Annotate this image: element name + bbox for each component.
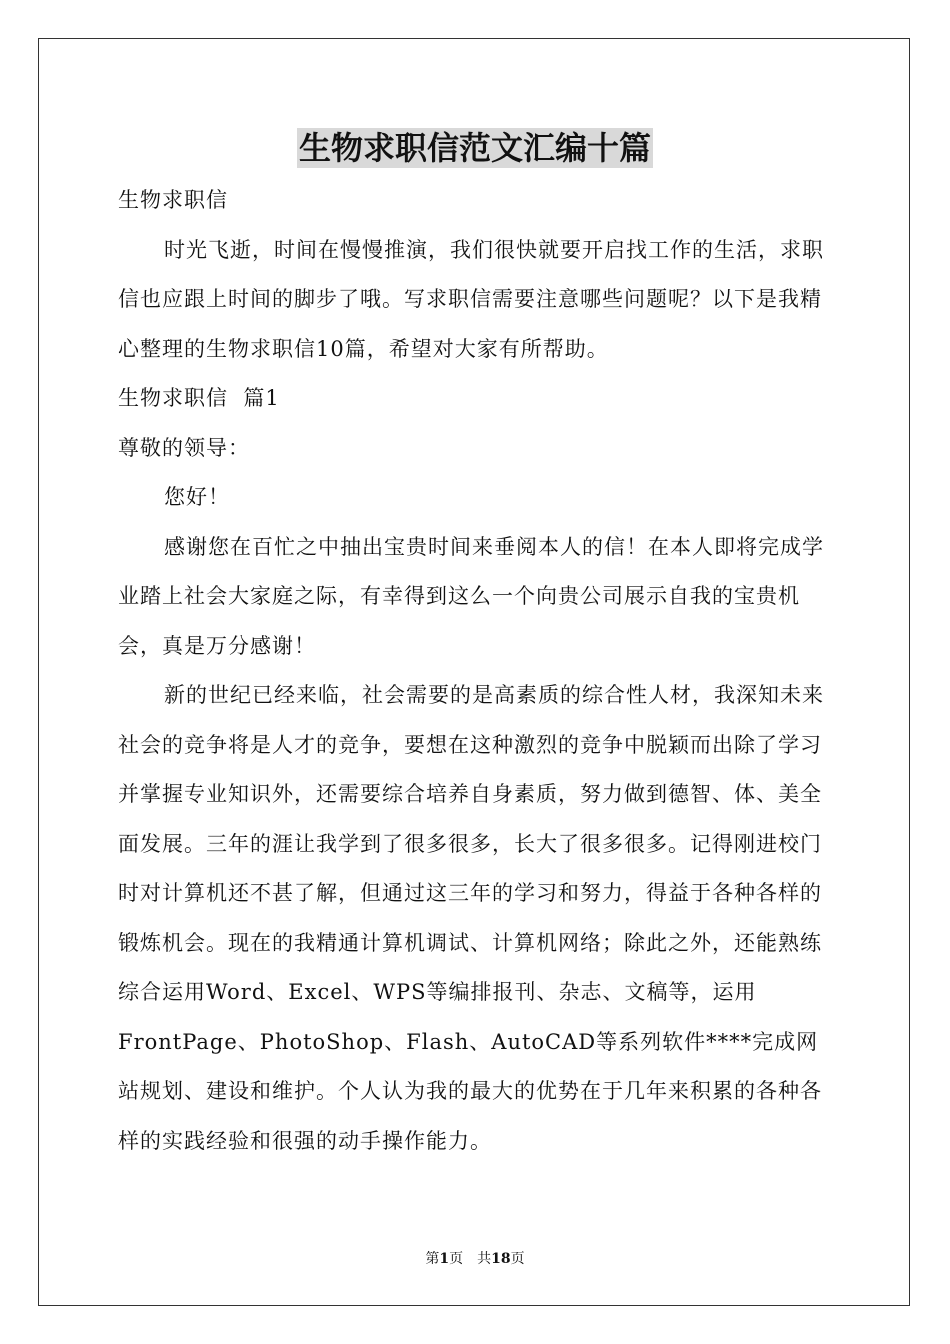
- body-paragraph-2: 新的世纪已经来临，社会需要的是高素质的综合性人材，我深知未来社会的竞争将是人才的竞争，要想在这种激烈的竞争中脱颖而出除了学习并掌握专业知识外，还需要综合培养自身素质，努力做到德智、体、美全面发展。三年的涯让我学到了很多很多，长大了很多很多。记得刚进校门时对计算机还不甚了解，但通过这三年的学习和努力，得益于各种各样的锻炼机会。现在的我精通计算机调试、计算机网络；除此之外，还能熟练综合运用Word、Excel、WPS等编排报刊、杂志、文稿等，运用FrontPage、PhotoShop、Flash、AutoCAD等系列软件****完成网站规划、建设和维护。个人认为我的最大的优势在于几年来积累的各种各样的实践经验和很强的动手操作能力。: [118, 683, 824, 1153]
- document-body: [118, 176, 838, 1166]
- page-footer: [0, 1248, 950, 1268]
- subtitle: 生物求职信: [118, 188, 228, 212]
- footer-page-prefix: 第: [425, 1251, 440, 1267]
- footer-page-total: 18: [491, 1251, 511, 1267]
- salutation: 尊敬的领导：: [118, 435, 250, 460]
- footer-page-current: 1: [439, 1251, 450, 1267]
- footer-page-suffix: 页: [510, 1251, 525, 1267]
- greeting: 您好！: [164, 485, 230, 509]
- section-heading: 生物求职信 篇1: [118, 386, 280, 410]
- title-container: [0, 128, 950, 168]
- document-title: 生物求职信范文汇编十篇: [298, 129, 651, 167]
- body-paragraph-1: 感谢您在百忙之中抽出宝贵时间来垂阅本人的信！在本人即将完成学业踏上社会大家庭之际，有幸得到这么一个向贵公司展示自我的宝贵机会，真是万分感谢！: [118, 534, 824, 658]
- intro-paragraph: 时光飞逝，时间在慢慢推演，我们很快就要开启找工作的生活，求职信也应跟上时间的脚步了哦。写求职信需要注意哪些问题呢？以下是我精心整理的生物求职信10篇，希望对大家有所帮助。: [118, 237, 824, 361]
- footer-page-mid: 页 共: [449, 1251, 492, 1267]
